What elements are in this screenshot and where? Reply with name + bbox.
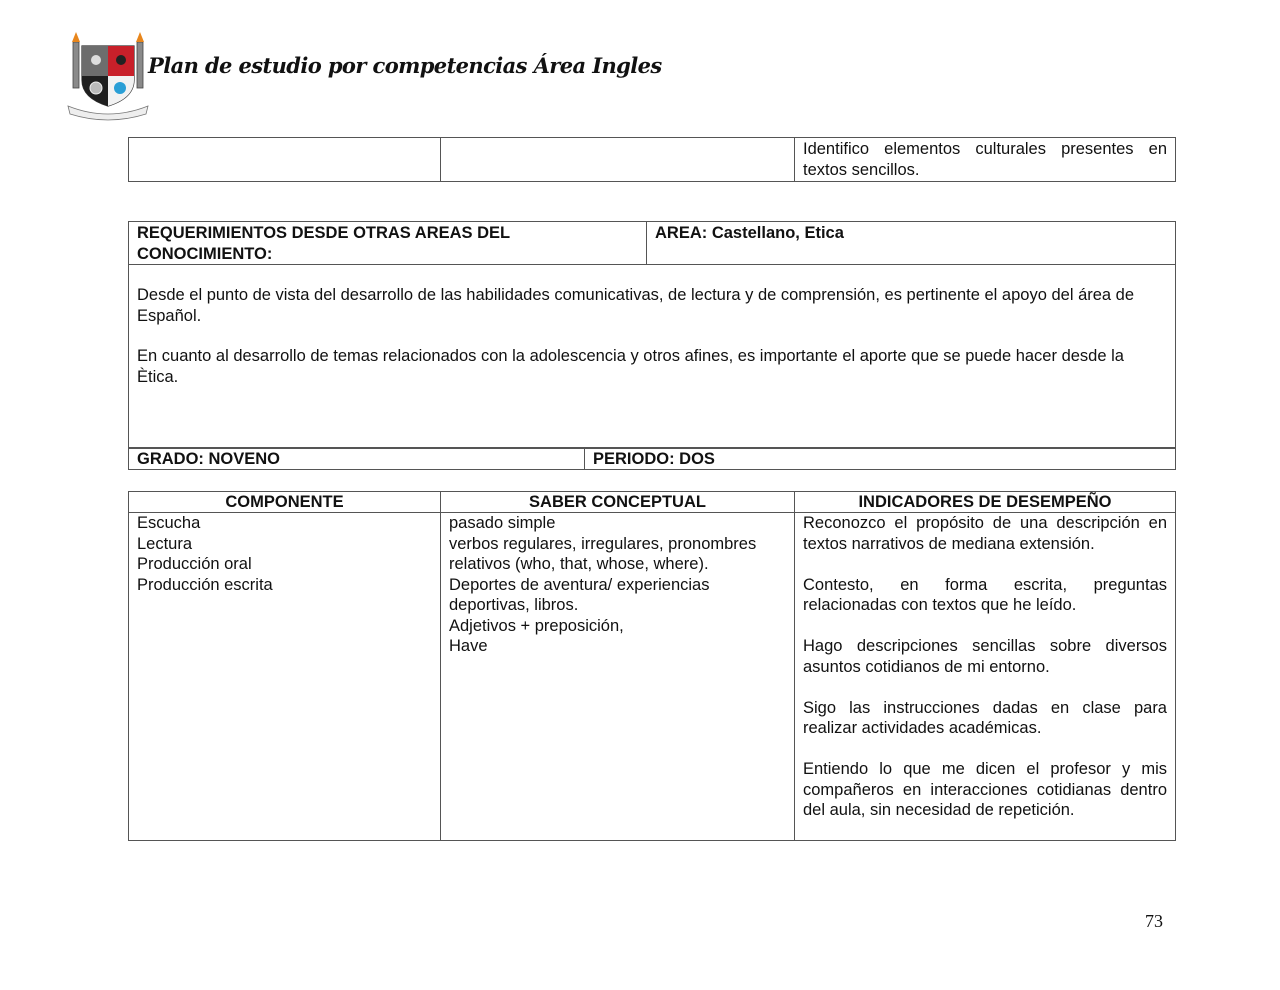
continuation-table [128,137,1176,182]
requirements-table [128,221,1176,448]
saber-cell [441,513,795,841]
area-label: AREA: Castellano, Etica [647,222,1176,265]
componente-item: Lectura [137,534,193,553]
table-row [129,222,1176,265]
requirements-paragraph: En cuanto al desarrollo de temas relacionados con la adolescencia y otros afines, es importante el aporte que se puede hacer desde la Ètica. [137,347,1124,386]
indicator-cell: Identifico elementos culturales presentes en textos sencillos. [795,138,1176,182]
table-row [129,449,1176,470]
table-row [129,513,1176,841]
componente-item: Producción oral [137,555,252,573]
componente-cell [129,513,441,841]
indicator-item: Reconozco el propósito de una descripción en textos narrativos de mediana extensión. [803,514,1167,553]
requirements-paragraph: Desde el punto de vista del desarrollo de las habilidades comunicativas, de lectura y de comprensión, es pertinente el apoyo del área de Español. [137,286,1135,325]
grade-period-table [128,448,1176,470]
empty-cell [129,138,441,182]
saber-item: pasado simple [449,514,556,532]
saber-item: Adjetivos + preposición, [449,616,624,635]
competency-table [128,491,1176,841]
column-header-indicadores: INDICADORES DE DESEMPEÑO [795,492,1176,513]
indicadores-cell [795,513,1176,841]
table-row [129,265,1176,448]
page-number: 73 [1145,911,1163,931]
table-row [129,138,1176,182]
requirements-body [129,265,1176,448]
grade-label: GRADO: NOVENO [129,449,585,470]
column-header-saber: SABER CONCEPTUAL [441,492,795,513]
indicator-item: Sigo las instrucciones dadas en clase para realizar actividades académicas. [803,698,1167,737]
saber-item: verbos regulares, irregulares, pronombres relativos (who, that, whose, where). [449,534,757,573]
document-header-title: Plan de estudio por competencias Área Ingles [148,53,662,78]
indicator-item: Entiendo lo que me dicen el profesor y mis compañeros en interacciones cotidianas dentro del aula, sin necesidad de repetición. [803,760,1167,819]
table-header-row [129,492,1176,513]
empty-cell [441,138,795,182]
indicator-item: Contesto, en forma escrita, preguntas relacionadas con textos que he leído. [803,575,1167,614]
column-header-componente: COMPONENTE [129,492,441,513]
saber-item: Have [449,637,488,655]
school-crest-logo [66,30,150,122]
indicator-item: Hago descripciones sencillas sobre diversos asuntos cotidianos de mi entorno. [803,637,1167,676]
saber-item: Deportes de aventura/ experiencias deportivas, libros. [449,575,710,614]
requirements-heading: REQUERIMIENTOS DESDE OTRAS AREAS DEL CONOCIMIENTO: [129,222,647,265]
componente-item: Producción escrita [137,575,273,594]
period-label: PERIODO: DOS [585,449,1176,470]
componente-item: Escucha [137,514,201,532]
